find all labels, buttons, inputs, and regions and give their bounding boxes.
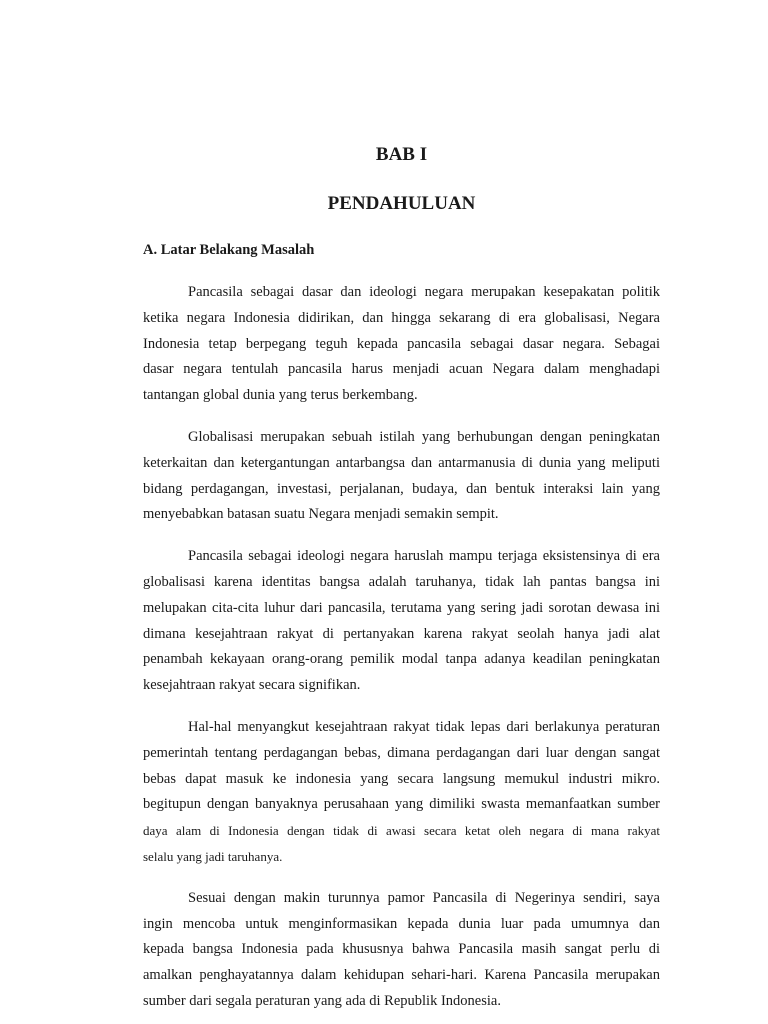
section-heading: A. Latar Belakang Masalah bbox=[143, 242, 315, 258]
text-line: kesejahtraan rakyat secara signifikan. bbox=[143, 677, 361, 694]
text-line: Sesuai dengan makin turunnya pamor Pancasila di Negerinya sendiri, saya bbox=[188, 889, 660, 906]
chapter-title: PENDAHULUAN bbox=[327, 193, 476, 214]
text-line: kepada bangsa Indonesia pada khususnya bahwa Pancasila masih sangat perlu di bbox=[143, 941, 660, 958]
text-line: sumber dari segala peraturan yang ada di Republik Indonesia. bbox=[143, 992, 501, 1009]
text-line: pemerintah tentang perdagangan bebas, dimana perdagangan dari luar dengan sangat bbox=[143, 744, 660, 761]
text-line: melupakan cita-cita luhur dari pancasila, terutama yang sering jadi sorotan dewasa ini bbox=[143, 599, 660, 616]
text-line: penambah kekayaan orang-orang pemilik modal tanpa adanya keadilan peningkatan bbox=[143, 651, 660, 668]
text-line: Pancasila sebagai ideologi negara haruslah mampu terjaga eksistensinya di era bbox=[188, 548, 660, 565]
paragraph bbox=[143, 280, 660, 409]
text-line: begitupun dengan banyaknya perusahaan yang dimiliki swasta memanfaatkan sumber bbox=[143, 796, 660, 813]
chapter-number: BAB I bbox=[375, 144, 428, 165]
text-line: menyebabkan batasan suatu Negara menjadi semakin sempit. bbox=[143, 506, 499, 523]
text-line: bebas dapat masuk ke indonesia yang secara langsung memukul industri mikro. bbox=[143, 770, 660, 787]
text-line: selalu yang jadi taruhanya. bbox=[143, 848, 283, 864]
paragraph bbox=[143, 425, 660, 528]
text-line: Indonesia tetap berpegang teguh kepada pancasila sebagai dasar negara. Sebagai bbox=[143, 335, 660, 352]
text-line: Pancasila sebagai dasar dan ideologi negara merupakan kesepakatan politik bbox=[188, 284, 660, 300]
text-line: daya alam di Indonesia dengan tidak di awasi secara ketat oleh negara di mana rakyat bbox=[143, 823, 660, 839]
text-line: tantangan global dunia yang terus berkembang. bbox=[143, 387, 418, 404]
text-line: Hal-hal menyangkut kesejahtraan rakyat tidak lepas dari berlakunya peraturan bbox=[188, 718, 660, 735]
text-line: globalisasi karena identitas bangsa adalah taruhanya, tidak lah pantas bangsa ini bbox=[143, 573, 660, 590]
text-line: ketika negara Indonesia didirikan, dan hingga sekarang di era globalisasi, Negara bbox=[143, 309, 660, 326]
text-line: bidang perdagangan, investasi, perjalanan, budaya, dan bentuk interaksi lain yang bbox=[143, 480, 660, 497]
paragraph bbox=[143, 544, 660, 699]
paragraph bbox=[143, 715, 660, 870]
document-body bbox=[143, 280, 660, 1015]
text-line: dasar negara tentulah pancasila harus menjadi acuan Negara dalam menghadapi bbox=[143, 361, 660, 378]
paragraph bbox=[143, 886, 660, 1015]
text-line: amalkan penghayatannya dalam kehidupan sehari-hari. Karena Pancasila merupakan bbox=[143, 967, 660, 984]
text-line: dimana kesejahtraan rakyat di pertanyakan karena rakyat seolah hanya jadi alat bbox=[143, 625, 660, 642]
text-line: Globalisasi merupakan sebuah istilah yang berhubungan dengan peningkatan bbox=[188, 428, 660, 445]
text-line: ingin mencoba untuk menginformasikan kepada dunia luar pada umumnya dan bbox=[143, 915, 660, 932]
text-line: keterkaitan dan ketergantungan antarbangsa dan antarmanusia di dunia yang meliputi bbox=[143, 454, 660, 471]
